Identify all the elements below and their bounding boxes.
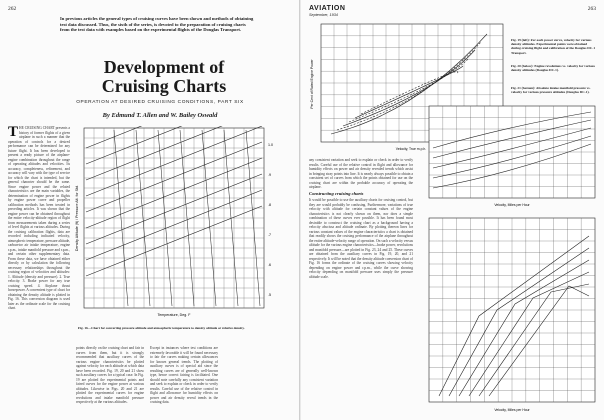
drop-cap: T <box>8 126 19 140</box>
title-line-1: Development of <box>103 57 225 77</box>
fig16-xlabel: Temperature, Deg. F <box>157 313 191 317</box>
fig16-tick-label: .7 <box>268 233 271 237</box>
fig21-xlabel: Velocity, Miles per Hour <box>494 408 530 412</box>
fig16-right-ticks <box>268 143 273 297</box>
text-column-1 <box>8 126 70 416</box>
section-heading: Constructing cruising charts <box>309 190 364 196</box>
fig16-tick-label: .6 <box>268 263 271 267</box>
masthead-date: September, 1934 <box>309 13 338 17</box>
fig20-caption: Fig. 20 (below): Engine revolutions vs. velocity for various density altitudes (Douglas DC-1). <box>511 64 595 73</box>
fig16-chart <box>74 126 292 322</box>
article-title <box>74 58 254 96</box>
right-text-column <box>309 158 413 416</box>
right-column-body-2: It would be possible to use the auxiliary charts for cruising control, but they are would probably be confusing. Furthermore, variations of true velocity with altitude for certain constant values of the engine characteristics is not clearly shown on them, nor does a simple combination of these curves ever possible. It has been found most desirable to construct the cruising chart as a background having a velocity abscissa and altitude ordinate. By plotting thereon lines for various constant values of the engine characteristics a chart is obtained that readily shows the cruising performance of the airplane throughout the entire altitude-velocity range of operation. On such a velocity versus altitude for the various engine characteristics—brake power, revolutions and manifold pressure—are plotted in Fig. 23, 24 and 25. These curves are obtained from the auxiliary curves in Fig. 19, 20, and 21 respectively. It will be noted that the density altitude conversion chart of Fig. 16 forms the ordinate of the cruising curves showing velocity depending on engine power and r.p.m., while the curve showing velocity depending on manifold pressure uses simply the pressure altitude scale. <box>309 198 413 279</box>
article-byline: By Edmund T. Allen and W. Bailey Oswald <box>102 112 218 119</box>
fig21-caption: Fig. 21 (bottom): Absolute intake manifold pressure vs. velocity for various pressure altitudes (Douglas DC-1). <box>511 86 591 95</box>
article-intro: In previous articles the general types of cruising curves have been shown and methods of obtaining test data discussed. Thus, the sixth of the series, is devoted to the preparation of cruising charts from the test data with examples based on the experimental flights of the Douglas Transport. <box>60 16 254 33</box>
fig16-tick-label: .5 <box>268 293 271 297</box>
left-page <box>0 0 300 420</box>
fig19-xlabel: Velocity, True m.p.h. <box>395 147 427 151</box>
article-subtitle: OPERATION AT DESIRED CRUISING CONDITIONS, PART SIX <box>76 100 244 105</box>
text-column-3: Except in instances where test conditions are extremely favorable it will be found necessary to fair the curves making certain allowances for known general trends. The plotting of auxiliary curves is of special aid since the resulting curves are of generally well-known type, hence correct fairing is facilitated. One should note carefully any consistent variation and seek to explain or check in order to verify results. Careful use of the relative control in flight and allowance for humidity effects on power and air density reveal trends in the cruising data. <box>150 346 218 404</box>
page-number-left: 262 <box>8 6 17 12</box>
title-line-2: Cruising Charts <box>101 76 227 96</box>
text-column-2: points directly on the cruising chart and fair in curves from them, but it is strongly recommended that auxiliary curves of the various engine characteristics be plotted against velocity for each altitude at which data have been recorded. Fig. 19, 20 and 21 show such auxiliary curves for a typical case. In Fig. 19 are plotted the experimental points and faired curves for the engine power at various altitudes. Likewise in Figs. 20 and 21 are plotted the experimental curves for engine revolutions and intake manifold pressure respectively at the various altitudes. <box>76 346 144 404</box>
right-column-body: any consistent variation and seek to explain or check in order to verify results. Careful use of the relative control in flight and allowance for humidity effects on power and air density revealed trends which assist in bringing stray points into line. It is nearly always possible to obtain a consistent set of curves from which the points obtained for use on the cruising chart are within the probable accuracy of operating the airplane. <box>309 158 413 189</box>
column-1-body: HE CRUISING CHART presents a history of former flights of a given airplane in such a manner that the operation of controls for a desired performance can be determined for any future flight. It has been developed to present a ready picture of the airplane-engine combination throughout the range of operating altitudes and velocities. Its accuracy, completeness, refinement, and accuracy will vary with the type of service for which the chart is intended, but the general character should be the same. Since engine power and the related characteristics are the main variables, the determination of engine power in flights by engine power curve and propeller calibration methods has been treated in preceding articles. It was shown that the engine power can be obtained throughout the entire velocity-altitude region of flight from measurements taken during a series of level flights at various altitudes. During the cruising calibration flights, data are recorded including indicated velocity, atmospheric temperature, pressure altitude, carburetor air intake temperature, engine r.p.m., intake manifold pressure and r.p.m., and certain other supplementary data. From these data, we have obtained either directly or by calculation the following necessary relationships throughout the cruising region of velocities and altitudes: 1. Altitude (density and pressure). 2. True velocity. 3. Brake power for any true cruising speed. 4. Airplane thrust horsepower. A convenient type of chart for obtaining the density altitude is plotted in Fig. 16. This conversion diagram is used later as the ordinate scale for the cruising chart. <box>8 126 70 310</box>
fig19-caption: Fig. 19 (left): For each power curve, velocity for various density altitudes. Experimental points were obtained during cruising flight and calibration of the Douglas DC-1 Transport. <box>511 38 596 55</box>
fig16-caption: Fig. 16—Chart for converting pressure altitude and atmospheric temperature to density altitude or relative density. <box>78 326 245 330</box>
fig16-ylabel: Density Altitude (ft) / Pressure Alt. for Std. <box>75 184 79 252</box>
fig20-chart <box>419 104 599 210</box>
fig19-ylabel: Per Cent of Rated Engine Power <box>310 59 314 109</box>
masthead-title: AVIATION <box>309 5 346 12</box>
right-page <box>301 0 604 420</box>
fig16-tick-label: .9 <box>268 173 271 177</box>
page-number-right: 263 <box>587 6 596 12</box>
fig20-xlabel: Velocity, Miles per Hour <box>494 203 530 207</box>
fig21-chart <box>419 216 599 416</box>
fig16-tick-label: 1.0 <box>268 143 273 147</box>
fig16-tick-label: .8 <box>268 203 271 207</box>
